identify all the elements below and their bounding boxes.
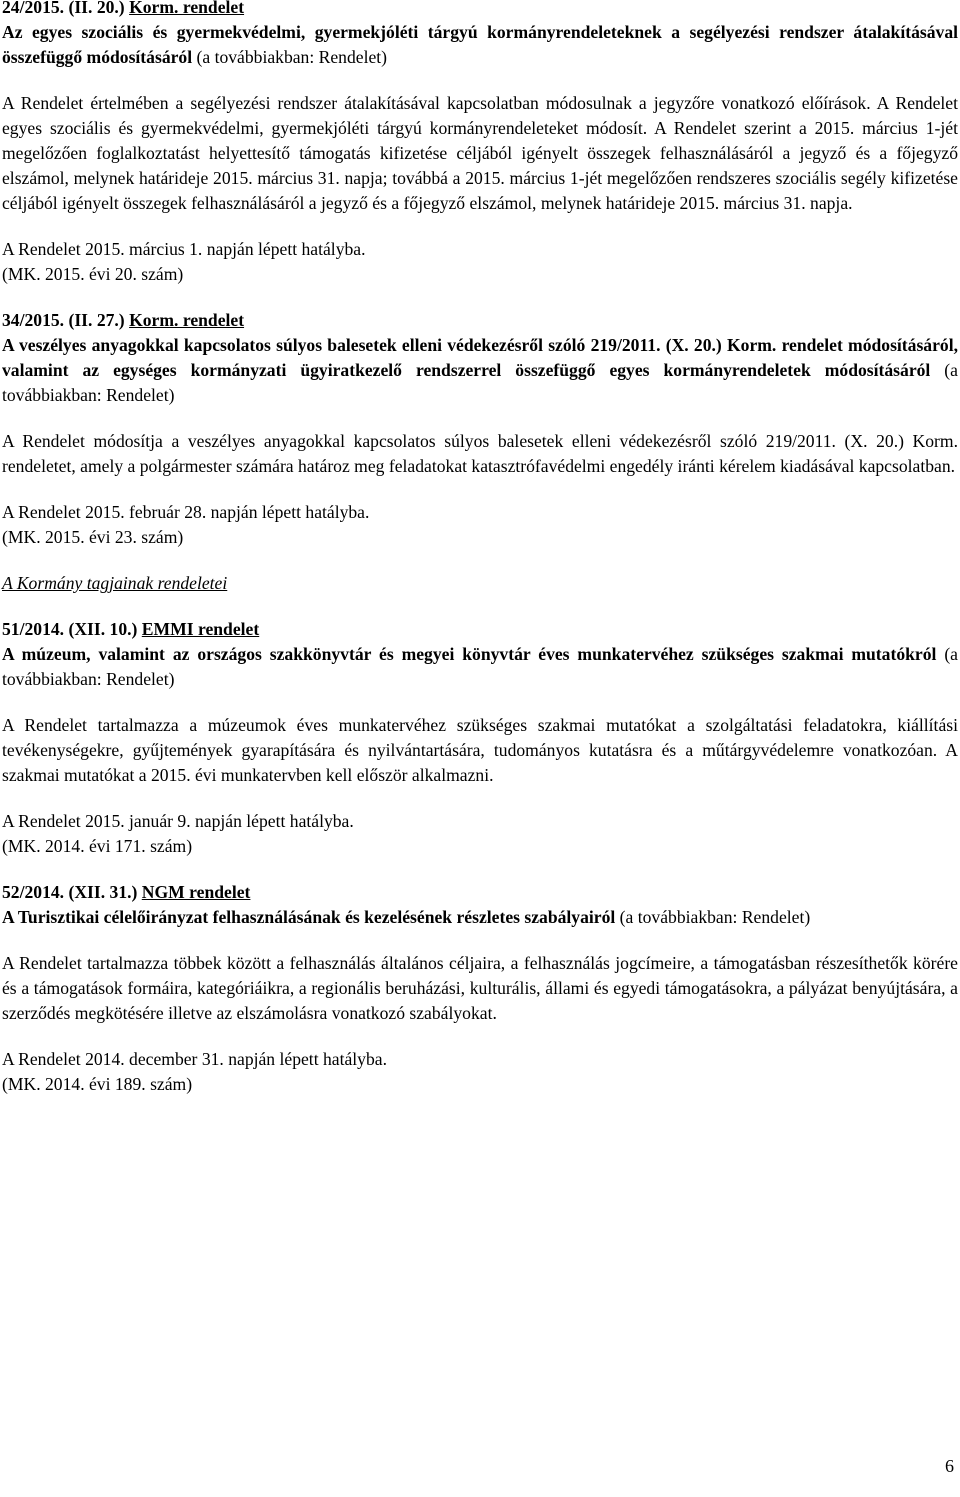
document-page — [2, 0, 958, 1097]
decree-type: EMMI rendelet — [141, 619, 260, 639]
decree-entry — [2, 308, 958, 550]
decree-title: Az egyes szociális és gyermekvédelmi, gyermekjóléti tárgyú kormányrendeleteknek a segélyezési rendszer átalakításával összefüggő módosításáról (a továbbiakban: Rendelet) — [2, 22, 958, 67]
decree-effective-date: A Rendelet 2015. február 28. napján lépett hatályba. — [2, 502, 370, 522]
decree-effective-date: A Rendelet 2015. március 1. napján lépett hatályba. — [2, 239, 366, 259]
decree-summary: A Rendelet tartalmazza többek között a felhasználás általános céljaira, a felhasználás jogcímeire, a támogatásban részesíthetők körére és a támogatások formáira, kategóriáikra, a regionális beruházási, kulturális, állami és egyedi támogatásokra, a pályázat benyújtására, a szerződés megkötésére illetve az elszámolásra vonatkozó szabályokat. — [2, 953, 958, 1023]
decree-source: (MK. 2015. évi 23. szám) — [2, 527, 184, 547]
group-heading: A Kormány tagjainak rendeletei — [2, 573, 228, 593]
decree-heading: 52/2014. (XII. 31.) NGM rendelet — [2, 882, 251, 902]
decree-type: Korm. rendelet — [129, 0, 245, 17]
decree-entry — [2, 0, 958, 287]
decree-title: A Turisztikai célelőirányzat felhasználásának és kezelésének részletes szabályairól (a továbbiakban: Rendelet) — [2, 907, 811, 927]
decree-title: A veszélyes anyagokkal kapcsolatos súlyos balesetek elleni védekezésről szóló 219/2011. (X. 20.) Korm. rendelet módosításáról, valamint az egységes kormányzati ügyiratkezelő rendszerrel összefüggő egyes kormányrendeletek módosításáról (a továbbiakban: Rendelet) — [2, 335, 958, 405]
decree-heading: 24/2015. (II. 20.) Korm. rendelet — [2, 0, 958, 20]
decree-summary: A Rendelet módosítja a veszélyes anyagokkal kapcsolatos súlyos balesetek elleni védekezésről szóló 219/2011. (X. 20.) Korm. rendeletet, amely a polgármester számára határoz meg feladatokat katasztrófavédelmi engedély iránti kérelem kiadásával kapcsolatban. — [2, 431, 958, 476]
decree-heading: 51/2014. (XII. 10.) EMMI rendelet — [2, 619, 260, 639]
decree-entry — [2, 617, 958, 859]
decree-type: NGM rendelet — [141, 882, 251, 902]
decree-summary: A Rendelet értelmében a segélyezési rendszer átalakításával kapcsolatban módosulnak a jegyzőre vonatkozó előírások. A Rendelet egyes szociális és gyermekvédelmi, gyermekjóléti tárgyú kormányrendeleteket módosít. A Rendelet szerint a 2015. március 1-jét megelőzően foglalkoztatást helyettesítő támogatás kifizetése céljából igényelt összegek felhasználásáról a jegyző és a főjegyző elszámol, melynek határideje 2015. március 31. napja; továbbá a 2015. március 1-jét megelőzően rendszeres szociális segély kifizetése céljából igényelt összegek felhasználásáról a jegyző és a főjegyző elszámol, melynek határideje 2015. március 31. napja. — [2, 93, 958, 213]
decree-source: (MK. 2015. évi 20. szám) — [2, 264, 184, 284]
decree-type: Korm. rendelet — [129, 310, 245, 330]
decree-summary: A Rendelet tartalmazza a múzeumok éves munkatervéhez szükséges szakmai mutatókat a szolgáltatási feladatokra, kiállítási tevékenységekre, gyűjtemények gyarapítására és nyilvántartására, tudományos kutatásra és a műtárgyvédelemre vonatkozóan. A szakmai mutatókat a 2015. évi munkatervben kell először alkalmazni. — [2, 715, 958, 785]
decree-source: (MK. 2014. évi 171. szám) — [2, 836, 193, 856]
decree-effective-date: A Rendelet 2015. január 9. napján lépett hatályba. — [2, 811, 354, 831]
decree-heading: 34/2015. (II. 27.) Korm. rendelet — [2, 310, 245, 330]
page-number: 6 — [945, 1456, 954, 1476]
decree-entry — [2, 880, 958, 1097]
decree-title: A múzeum, valamint az országos szakkönyvtár és megyei könyvtár éves munkatervéhez szükséges szakmai mutatókról (a továbbiakban: Rendelet) — [2, 644, 958, 689]
decree-effective-date: A Rendelet 2014. december 31. napján lépett hatályba. — [2, 1049, 387, 1069]
decree-source: (MK. 2014. évi 189. szám) — [2, 1074, 193, 1094]
